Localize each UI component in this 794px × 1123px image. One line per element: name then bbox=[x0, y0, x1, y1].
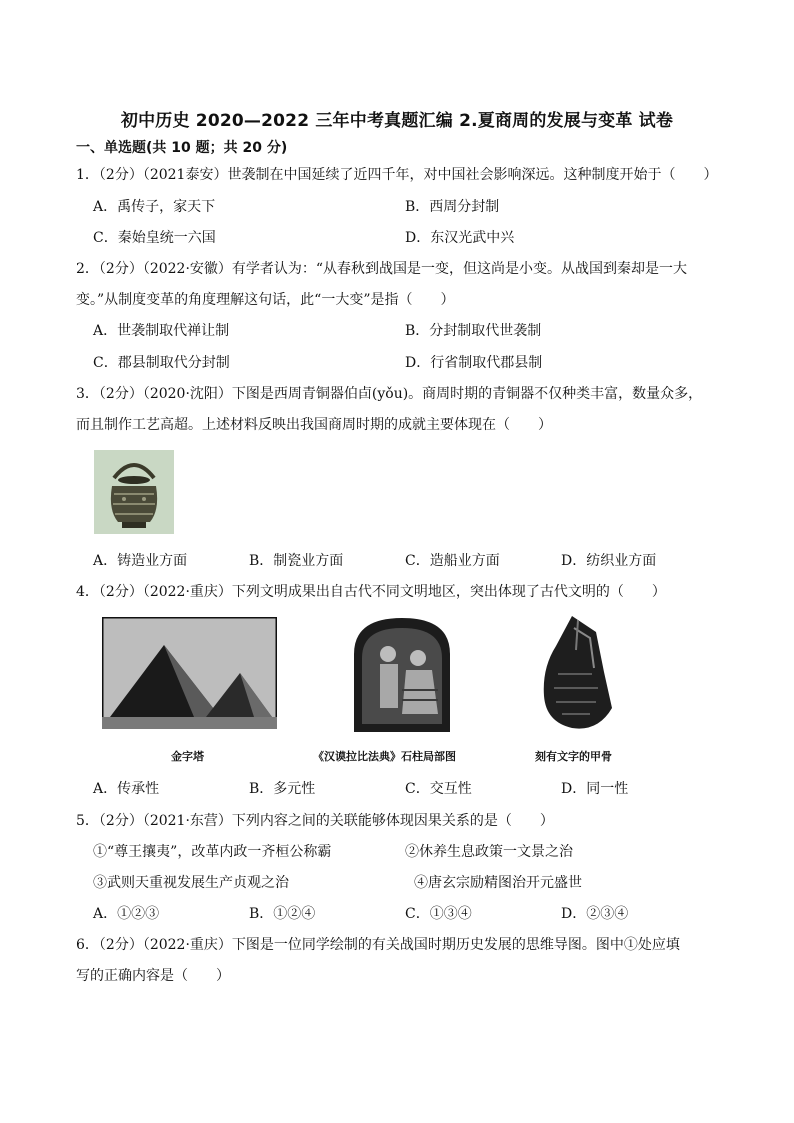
question-6-stem-continued: 写的正确内容是（ ） bbox=[76, 968, 230, 984]
question-3-option-c[interactable]: C．造船业方面 bbox=[405, 553, 500, 569]
question-3-option-d[interactable]: D．纺织业方面 bbox=[561, 553, 657, 569]
hammurabi-stele-caption: 《汉谟拉比法典》石柱局部图 bbox=[313, 750, 456, 763]
section-heading: 一、单选题(共 10 题；共 20 分) bbox=[76, 140, 288, 156]
hammurabi-stele-image bbox=[346, 614, 458, 732]
question-4-option-d[interactable]: D．同一性 bbox=[561, 781, 629, 797]
question-5-item-1: ①“尊王攘夷”，改革内政一齐桓公称霸 bbox=[93, 844, 332, 860]
question-5-item-4: ④唐玄宗励精图治开元盛世 bbox=[414, 875, 582, 891]
question-3-stem: 3．（2分）（2020·沈阳）下图是西周青铜器伯卣(yǒu)。商周时期的青铜器不仅种类丰富，数量众多， bbox=[76, 386, 703, 402]
page-title: 初中历史 2020—2022 三年中考真题汇编 2.夏商周的发展与变革 试卷 bbox=[120, 111, 674, 131]
question-2-option-a[interactable]: A．世袭制取代禅让制 bbox=[93, 323, 230, 339]
question-2-stem-continued: 变。”从制度变革的角度理解这句话，此“一大变”是指（ ） bbox=[76, 292, 455, 308]
question-1-option-c[interactable]: C．秦始皇统一六国 bbox=[93, 230, 216, 246]
question-4-option-c[interactable]: C．交互性 bbox=[405, 781, 472, 797]
question-5-item-3: ③武则天重视发展生产贞观之治 bbox=[93, 875, 289, 891]
question-4-stem: 4．（2分）（2022·重庆）下列文明成果出自古代不同文明地区，突出体现了古代文明的（ ） bbox=[76, 584, 666, 600]
question-5-stem: 5．（2分）（2021·东营）下列内容之间的关联能够体现因果关系的是（ ） bbox=[76, 813, 554, 829]
question-3-option-a[interactable]: A．铸造业方面 bbox=[93, 553, 188, 569]
question-1-option-a[interactable]: A．禹传子，家天下 bbox=[93, 199, 216, 215]
question-2-option-d[interactable]: D．行省制取代郡县制 bbox=[405, 355, 543, 371]
question-5-item-2: ②休养生息政策一文景之治 bbox=[405, 844, 573, 860]
question-3-option-b[interactable]: B．制瓷业方面 bbox=[249, 553, 344, 569]
question-5-option-a[interactable]: A．①②③ bbox=[93, 906, 160, 922]
question-5-option-c[interactable]: C．①③④ bbox=[405, 906, 472, 922]
pyramid-image bbox=[102, 617, 277, 729]
question-4-option-b[interactable]: B．多元性 bbox=[249, 781, 316, 797]
question-5-option-d[interactable]: D．②③④ bbox=[561, 906, 629, 922]
question-1-option-b[interactable]: B．西周分封制 bbox=[405, 199, 500, 215]
question-4-option-a[interactable]: A．传承性 bbox=[93, 781, 160, 797]
pyramid-caption: 金字塔 bbox=[171, 750, 204, 763]
question-6-stem: 6．（2分）（2022·重庆）下图是一位同学绘制的有关战国时期历史发展的思维导图。图中①处应填 bbox=[76, 937, 680, 953]
question-5-option-b[interactable]: B．①②④ bbox=[249, 906, 316, 922]
oracle-bone-caption: 刻有文字的甲骨 bbox=[535, 750, 612, 763]
question-1-option-d[interactable]: D．东汉光武中兴 bbox=[405, 230, 515, 246]
question-2-stem: 2．（2分）（2022·安徽）有学者认为：“从春秋到战国是一变，但这尚是小变。从战国到秦却是一大 bbox=[76, 261, 688, 277]
question-1-stem: 1．（2分）（2021泰安）世袭制在中国延续了近四千年，对中国社会影响深远。这种制度开始于（ ） bbox=[76, 167, 718, 183]
bronze-vessel-image bbox=[94, 450, 174, 534]
question-2-option-c[interactable]: C．郡县制取代分封制 bbox=[93, 355, 230, 371]
question-2-option-b[interactable]: B．分封制取代世袭制 bbox=[405, 323, 542, 339]
oracle-bone-image bbox=[538, 612, 616, 734]
question-3-stem-continued: 而且制作工艺高超。上述材料反映出我国商周时期的成就主要体现在（ ） bbox=[76, 417, 552, 433]
